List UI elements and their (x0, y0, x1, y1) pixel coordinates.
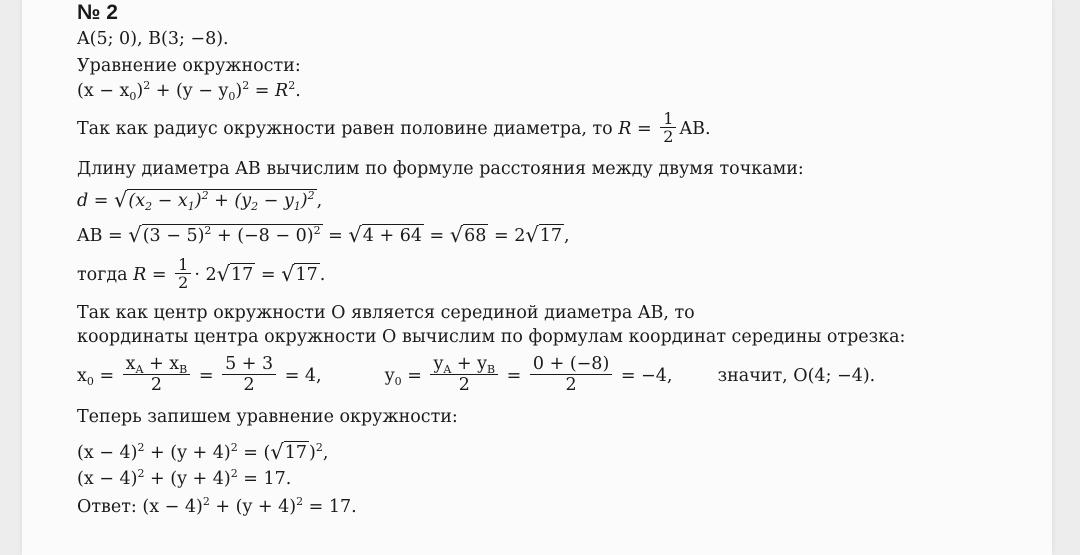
now-statement: Теперь запишем уравнение окружности: (77, 407, 458, 427)
ab-calculation: AB = $√(3 - 5)^2 + (-8 - 0)^2 = √4 + 64 = √68 = 2√17$ , (77, 223, 570, 247)
solution-page (22, 0, 1052, 555)
answer-line: Ответ: $(x - 4)^2 + (y + 4)^2 = 17$. (77, 495, 357, 517)
y0-formula: $y_0$ = $\frac{y_A + y_B}{2}$ = $\frac{0 + (-8)}{2}$ = −4, (384, 354, 673, 395)
equation-step-1: $(x - 4)^2 + (y + 4)^2 = (√17$ )$^2$, (77, 440, 329, 464)
center-statement-1: Так как центр окружности O является серединой диаметра AB, то (77, 303, 695, 323)
radius-statement: Так как радиус окружности равен половине диаметра, то R = $\frac{1}{2}$ AB. (77, 109, 711, 146)
x0-formula: $x_0$ = $\frac{x_A + x_B}{2}$ = $\frac{5 + 3}{2}$ = 4, (77, 354, 322, 395)
diameter-statement: Длину диаметра AB вычислим по формуле расстояния между двумя точками: (77, 159, 804, 179)
center-coordinates (77, 356, 875, 397)
equation-title: Уравнение окружности: (77, 56, 301, 76)
distance-formula: $d = √(x_2 - x_1)^2 + (y_2 - y_1)^2$ , (77, 188, 323, 213)
equation-step-2: $(x - 4)^2 + (y + 4)^2 = 17$. (77, 467, 292, 489)
given-points: A(5; 0), B(3; −8). (77, 29, 229, 49)
radius-result: тогда R = $\frac{1}{2}$ · 2√17 = √17 . (77, 255, 326, 292)
answer-label: Ответ: (77, 497, 143, 517)
center-result: значит, O(4; −4). (717, 366, 876, 386)
center-statement-2: координаты центра окружности O вычислим по формулам координат середины отрезка: (77, 327, 906, 347)
general-equation: $(x - x_0)^2 + (y - y_0)^2 = R^2$. (77, 79, 301, 103)
problem-number: № 2 (77, 1, 118, 24)
